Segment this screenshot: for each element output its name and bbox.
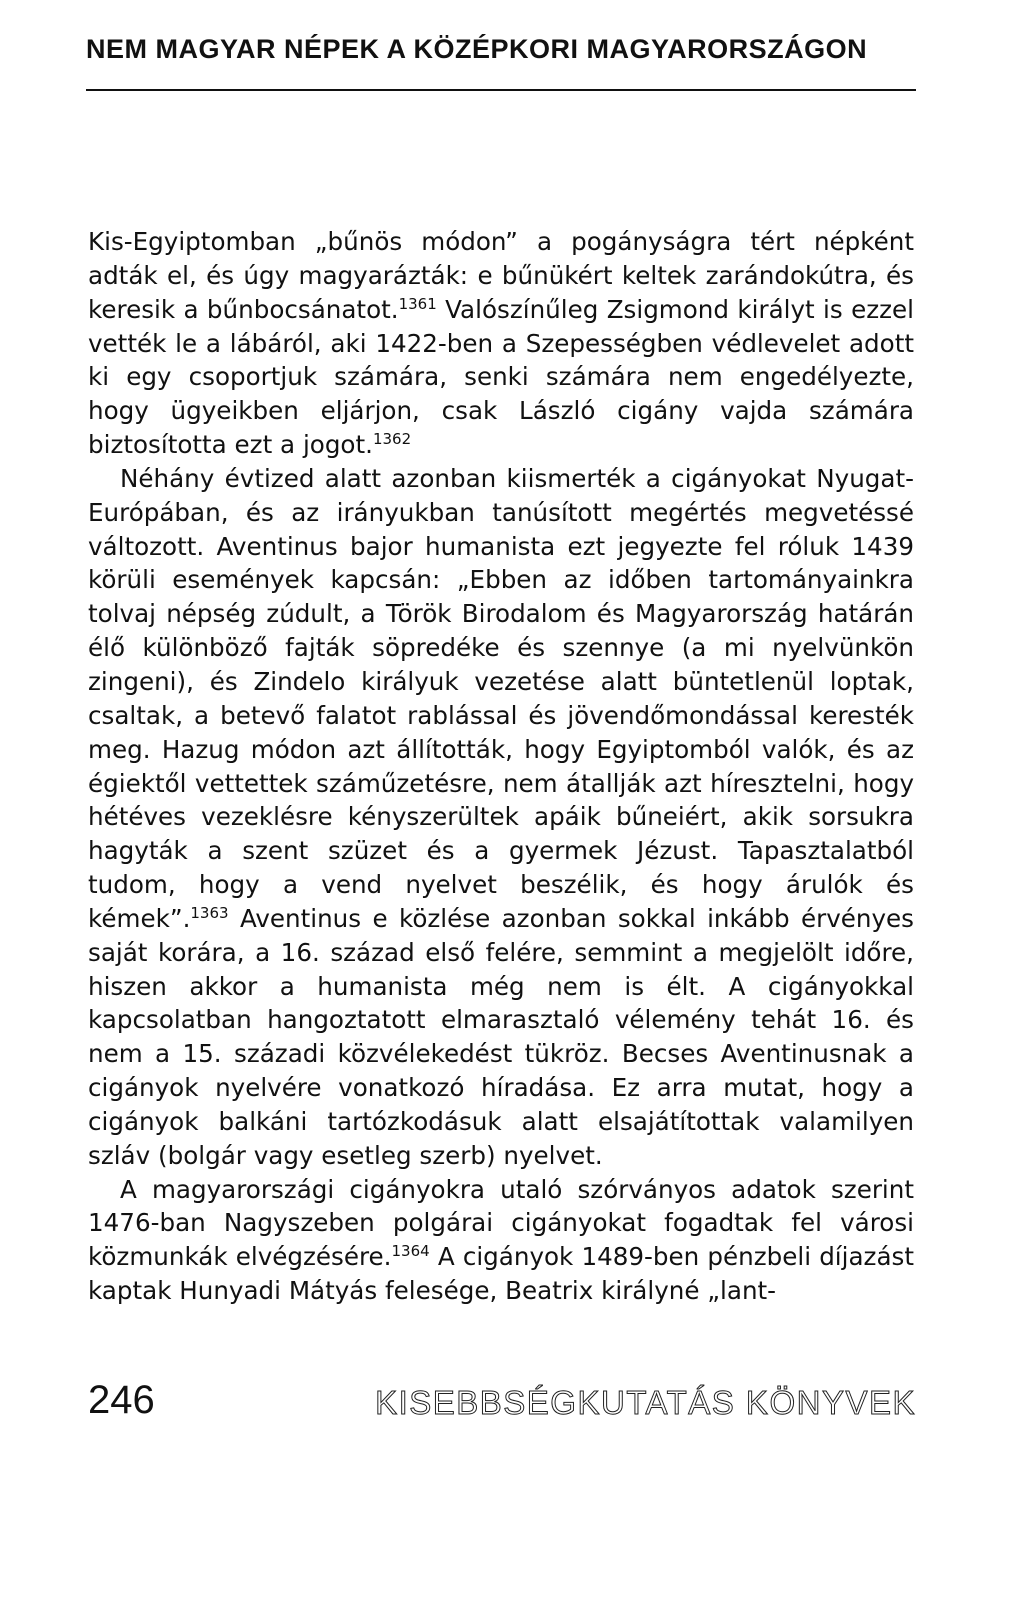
body-text (88, 225, 914, 1308)
paragraph-text: Valószínűleg Zsigmond királyt is ezzel vették le a lábáról, aki 1422-ben a Szepességben védlevelet adott ki egy csoportjuk számára, senki számára nem engedélyezte, hogy ügyeikben eljárjon, csak László cigány vajda számára biztosította ezt a jogot. (88, 294, 914, 460)
running-header: NEM MAGYAR NÉPEK A KÖZÉPKORI MAGYARORSZÁGON (86, 34, 868, 64)
paragraph-text: Aventinus e közlése azonban sokkal inkább érvényes saját korára, a 16. század első felére, semmint a megjelölt időre, hiszen akkor a humanista még nem is élt. A cigányokkal kapcsolatban hangoztatott elmarasztaló vélemény tehát 16. és nem a 15. századi közvélekedést tükröz. Becses Aventinusnak a cigányok nyelvére vonatkozó híradása. Ez arra mutat, hogy a cigányok balkáni tartózkodásuk alatt elsajátítottak valamilyen szláv (bolgár vagy esetleg szerb) nyelvet. (88, 903, 914, 1170)
header-divider (86, 89, 916, 91)
paragraph-text: A magyarországi cigányokra utaló szórványos adatok szerint 1476-ban Nagyszeben polgárai cigányokat fogadtak fel városi közmunkák elvégzésére. (88, 1174, 914, 1272)
paragraph (88, 462, 914, 1173)
paragraph (88, 1173, 914, 1308)
footnote-ref: 1361 (398, 294, 437, 313)
paragraph (88, 225, 914, 462)
paragraph-text: Kis-Egyiptomban „bűnös módon” a pogányságra tért népként adták el, és úgy magyarázták: e bűnükért keltek zarándokútra, és keresik a bűnbocsánatot. (88, 227, 914, 324)
footnote-ref: 1364 (391, 1242, 430, 1261)
paragraph-text: A cigányok 1489-ben pénzbeli díjazást kaptak Hunyadi Mátyás felesége, Beatrix királyné „lant- (88, 1242, 914, 1306)
paragraph-text: Néhány évtized alatt azonban kiismerték a cigányokat Nyugat-Európában, és az irányukban tanúsított megértés megvetéssé változott. Aventinus bajor humanista ezt jegyezte fel róluk 1439 körüli események kapcsán: „Ebben az időben tartományainkra tolvaj népség zúdult, a Török Birodalom és Magyarország határán élő különböző fajták söpredéke és szennye (a mi nyelvünkön zingeni), és Zindelo királyuk vezetése alatt büntetlenül loptak, csaltak, a betevő falatot rablással és jövendőmondással keresték meg. Hazug módon azt állították, hogy Egyiptomból valók, és az égiektől vettettek száműzetésre, nem átallják azt híresztelni, hogy hétéves vezeklésre kényszerültek apáik bűneiért, akik sorsukra hagyták a szent szüzet és a gyermek Jézust. Tapasztalatból tudom, hogy a vend nyelvet beszélik, és hogy árulók és kémek”. (88, 463, 914, 933)
series-title: KISEBBSÉGKUTATÁS KÖNYVEK (375, 1384, 916, 1421)
page-number: 246 (88, 1378, 155, 1422)
footnote-ref: 1363 (190, 903, 229, 922)
footnote-ref: 1362 (372, 429, 412, 448)
